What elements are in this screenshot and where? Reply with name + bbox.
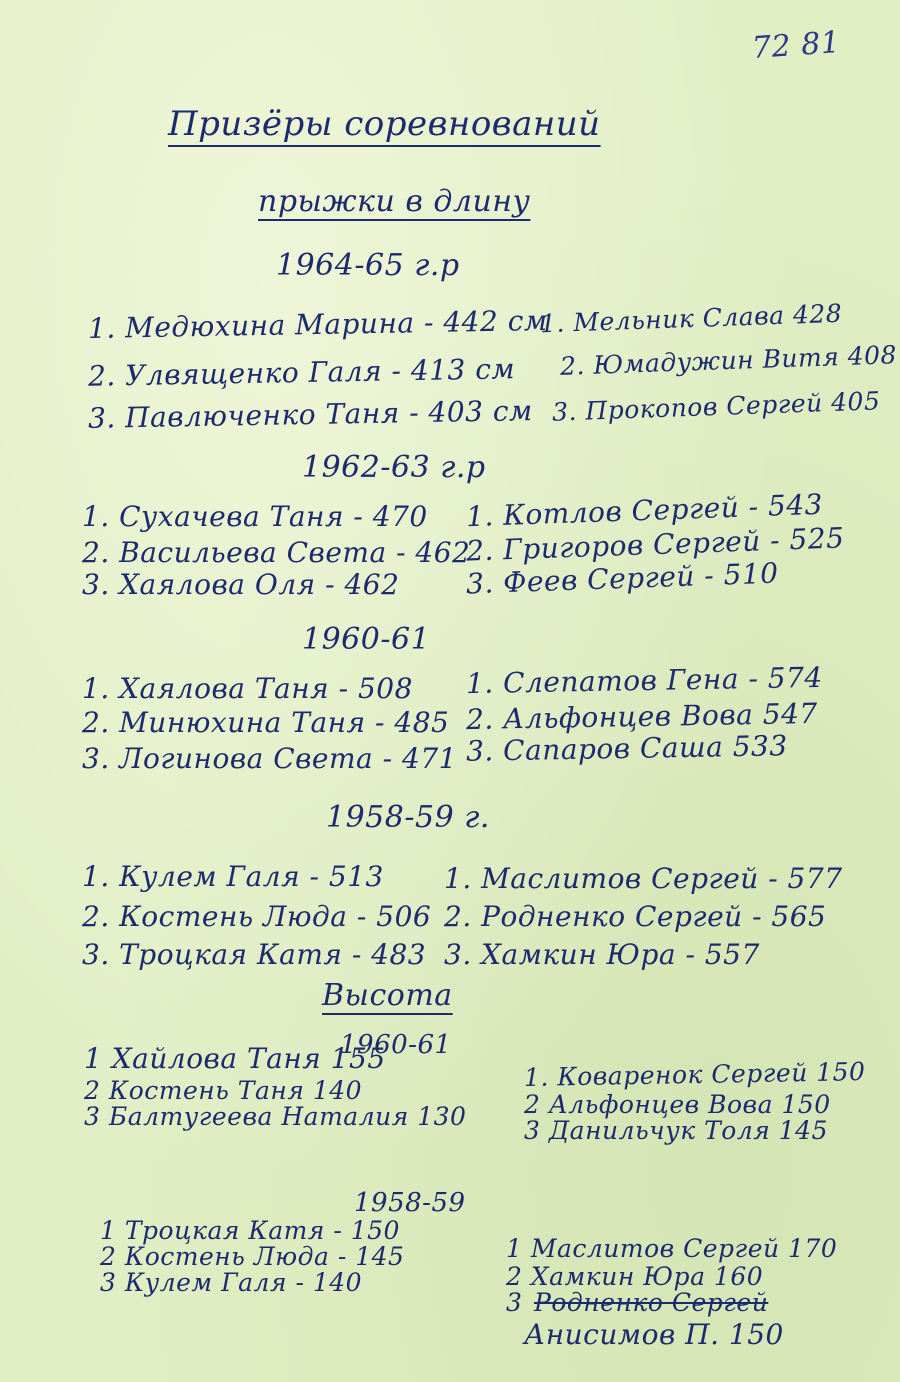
result-1962-girl-1: 1. Сухачева Таня - 470 (82, 500, 428, 533)
page-title: Призёры соревнований (168, 104, 601, 144)
result-1964-girl-1: 1. Медюхина Марина - 442 см (87, 303, 548, 346)
result-1962-boy-2: 2. Григоров Сергей - 525 (465, 521, 845, 568)
result-1964-girl-3: 3. Павлюченко Таня - 403 см (87, 394, 534, 435)
result-1964-boy-1: 1. Мельник Слава 428 (539, 298, 843, 339)
result-1962-girl-3: 3. Хаялова Оля - 462 (82, 568, 400, 601)
archive-page-number: 72 81 (750, 24, 842, 67)
year-1964-heading: 1964-65 г.р (276, 248, 460, 283)
high-1958-boy-3-number: 3 (506, 1288, 523, 1317)
high-1958-boy-2: 2 Хамкин Юра 160 (506, 1262, 764, 1291)
high-1958-girl-2: 2 Костень Люда - 145 (100, 1242, 405, 1271)
result-1964-boy-2: 2. Юмадужин Витя 408 (559, 340, 898, 381)
year-1960-heading: 1960-61 (302, 622, 431, 657)
high-1958-girl-1: 1 Троцкая Катя - 150 (100, 1216, 400, 1245)
high-1960-heading: 1960-61 (340, 1030, 452, 1060)
high-1958-girl-3: 3 Кулем Галя - 140 (100, 1268, 363, 1297)
result-1962-girl-2: 2. Васильева Света - 462 (82, 536, 471, 569)
result-1958-boy-1: 1. Маслитов Сергей - 577 (444, 862, 843, 895)
section-long-jump-heading: прыжки в длину (258, 184, 531, 219)
section-high-jump-heading: Высота (322, 978, 453, 1013)
high-1960-boy-2: 2 Альфонцев Вова 150 (524, 1090, 831, 1119)
year-1962-heading: 1962-63 г.р (302, 450, 486, 485)
result-1964-boy-3: 3. Прокопов Сергей 405 (551, 386, 881, 427)
result-1964-girl-2: 2. Улвященко Галя - 413 см (87, 352, 516, 393)
high-1958-boy-1: 1 Маслитов Сергей 170 (506, 1234, 838, 1263)
high-1960-boy-3: 3 Данильчук Толя 145 (524, 1116, 828, 1145)
result-1960-boy-3: 3. Сапаров Саша 533 (465, 729, 788, 768)
high-1960-girl-1: 1 Хайлова Таня 155 (84, 1042, 386, 1075)
result-1958-girl-1: 1. Кулем Галя - 513 (82, 860, 384, 893)
high-1958-boy-3-correction: Анисимов П. 150 (524, 1318, 784, 1351)
result-1958-boy-3: 3. Хамкин Юра - 557 (444, 938, 760, 971)
year-1958-heading: 1958-59 г. (326, 800, 490, 835)
result-1960-girl-1: 1. Хаялова Таня - 508 (82, 672, 413, 705)
result-1962-boy-1: 1. Котлов Сергей - 543 (465, 487, 824, 534)
result-1958-girl-3: 3. Троцкая Катя - 483 (82, 938, 427, 971)
high-1960-girl-3: 3 Балтугеева Наталия 130 (84, 1102, 467, 1131)
high-1958-boy-3-struck: Родненко Сергей (534, 1288, 769, 1317)
result-1960-boy-1: 1. Слепатов Гена - 574 (465, 660, 823, 701)
result-1960-girl-2: 2. Минюхина Таня - 485 (82, 706, 450, 739)
result-1960-girl-3: 3. Логинова Света - 471 (82, 742, 457, 775)
high-1960-boy-1: 1. Коваренок Сергей 150 (523, 1057, 866, 1092)
result-1960-boy-2: 2. Альфонцев Вова 547 (465, 696, 818, 737)
high-1960-girl-2: 2 Костень Таня 140 (84, 1076, 363, 1105)
result-1962-boy-3: 3. Феев Сергей - 510 (465, 556, 780, 601)
high-1958-heading: 1958-59 (354, 1188, 466, 1218)
result-1958-girl-2: 2. Костень Люда - 506 (82, 900, 432, 933)
result-1958-boy-2: 2. Родненко Сергей - 565 (444, 900, 827, 933)
